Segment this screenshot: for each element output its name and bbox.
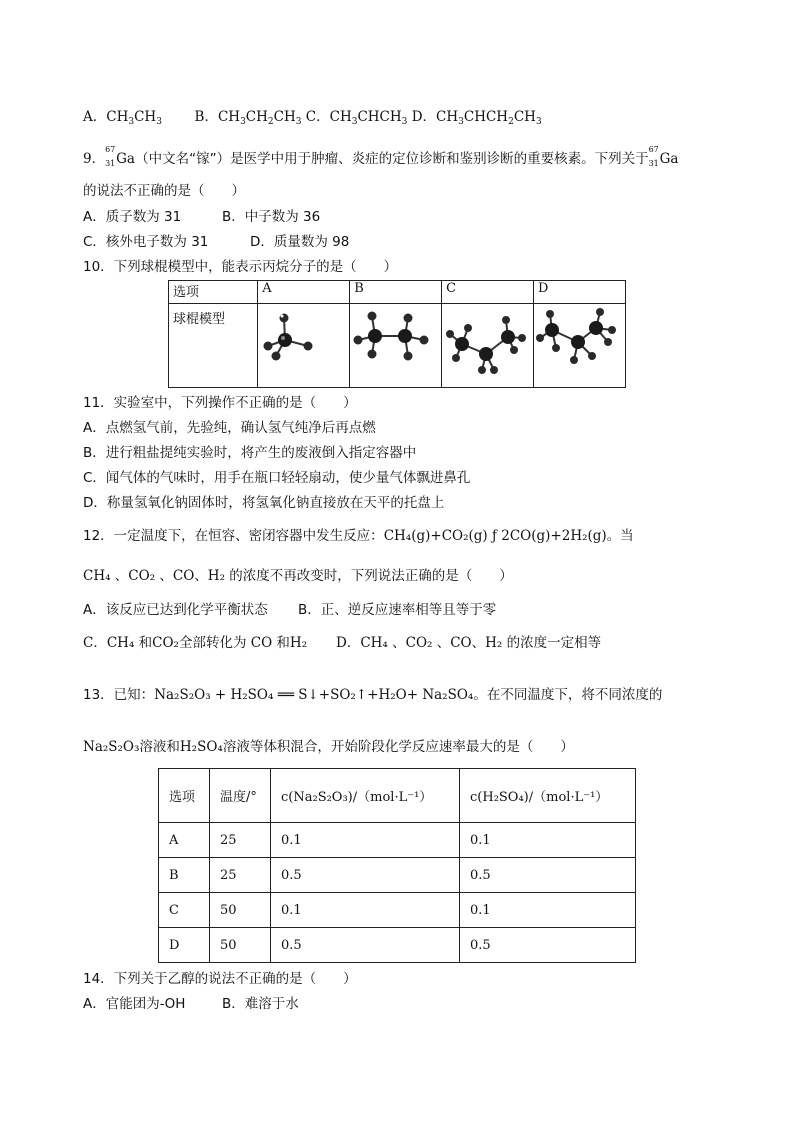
q8-option-c: C．$CH_3CHCH_3$ xyxy=(305,109,408,127)
q11-option-b: B．进行粗盐提纯实验时，将产生的废液倒入指定容器中 xyxy=(83,445,417,461)
table-row xyxy=(159,823,636,858)
q12-option-a: A．该反应已达到化学平衡状态 xyxy=(83,602,268,618)
cell-temp: 25 xyxy=(210,858,271,893)
q13-header-h2so4: c(H₂SO₄)/（mol·L⁻¹） xyxy=(460,769,636,823)
q9-stem: 9． 67 31 Ga（中文名“镓”）是医学中用于肿瘤、炎症的定位诊断和鉴别诊断的重要核素。下列关于 67 31 Ga xyxy=(83,145,679,168)
q9-stem-line2: 的说法不正确的是（ ） xyxy=(83,183,245,199)
cell-temp: 25 xyxy=(210,823,271,858)
table-row xyxy=(159,893,636,928)
q13-stem: 13．已知：Na₂S₂O₃ + H₂SO₄ ══ S↓+SO₂↑+H₂O+ Na₂SO₄。在不同温度下，将不同浓度的 xyxy=(83,687,663,703)
cell-na2s2o3: 0.5 xyxy=(271,858,460,893)
ball-stick-model-d xyxy=(534,304,626,388)
table-row xyxy=(159,858,636,893)
q11-option-c: C．闻气体的气味时，用手在瓶口轻轻扇动，使少量气体飘进鼻孔 xyxy=(83,470,471,486)
ball-stick-model-c xyxy=(442,304,534,388)
cell-temp: 50 xyxy=(210,893,271,928)
cell-h2so4: 0.1 xyxy=(460,823,636,858)
q8-option-d: D．$CH_3CHCH_2CH_3$ xyxy=(411,109,542,127)
q10-header-a: A xyxy=(258,281,350,304)
q11-option-d: D．称量氢氧化钠固体时，将氢氧化钠直接放在天平的托盘上 xyxy=(83,495,445,511)
q10-row-label: 球棍模型 xyxy=(169,304,258,388)
q10-header-d: D xyxy=(534,281,626,304)
cell-h2so4: 0.5 xyxy=(460,858,636,893)
cell-option: B xyxy=(159,858,210,893)
q12-option-d: D．CH₄ 、CO₂ 、CO、H₂ 的浓度一定相等 xyxy=(336,635,602,651)
q11-option-a: A．点燃氢气前，先验纯，确认氢气纯净后再点燃 xyxy=(83,420,376,436)
q10-header-option: 选项 xyxy=(169,281,258,304)
q8-options xyxy=(83,108,542,131)
q13-header-na2s2o3: c(Na₂S₂O₃)/（mol·L⁻¹） xyxy=(271,769,460,823)
q9-option-a: A．质子数为 31 xyxy=(83,209,182,225)
q14-option-a: A．官能团为-OH xyxy=(83,996,186,1012)
q9-option-b: B．中子数为 36 xyxy=(222,209,321,225)
q10-table xyxy=(168,280,626,388)
q14-option-b: B．难溶于水 xyxy=(222,996,299,1012)
cell-h2so4: 0.5 xyxy=(460,928,636,963)
q8-option-b: B．$CH_3CH_2CH_3$ xyxy=(194,109,302,127)
q13-table xyxy=(158,768,636,963)
q12-option-b: B．正、逆反应速率相等且等于零 xyxy=(298,602,497,618)
q13-equation: Na₂S₂O₃ + H₂SO₄ ══ S↓+SO₂↑+H₂O+ Na₂SO₄ xyxy=(154,687,474,703)
q10-stem: 10．下列球棍模型中，能表示丙烷分子的是（ ） xyxy=(83,259,398,275)
q14-stem: 14．下列关于乙醇的说法不正确的是（ ） xyxy=(83,971,357,987)
q13-stem-line2: Na₂S₂O₃溶液和H₂SO₄溶液等体积混合，开始阶段化学反应速率最大的是（ ） xyxy=(83,739,574,755)
cell-h2so4: 0.1 xyxy=(460,893,636,928)
q12-option-c: C．CH₄ 和CO₂全部转化为 CO 和H₂ xyxy=(83,635,308,651)
q11-stem: 11．实验室中，下列操作不正确的是（ ） xyxy=(83,395,357,411)
q13-header-option: 选项 xyxy=(159,769,210,823)
cell-na2s2o3: 0.5 xyxy=(271,928,460,963)
q10-header-b: B xyxy=(350,281,442,304)
nuclide-ga-67: 67 31 Ga xyxy=(105,145,135,168)
q12-equation: CH₄(g)+CO₂(g) ƒ 2CO(g)+2H₂(g) xyxy=(383,528,607,544)
cell-temp: 50 xyxy=(210,928,271,963)
q9-option-d: D．质量数为 98 xyxy=(250,234,350,250)
q8-option-a: A．$CH_3CH_3$ xyxy=(83,109,162,127)
q12-stem-line2: CH₄ 、CO₂ 、CO、H₂ 的浓度不再改变时，下列说法正确的是（ ） xyxy=(83,568,513,584)
q10-header-c: C xyxy=(442,281,534,304)
cell-option: D xyxy=(159,928,210,963)
ball-stick-model-a xyxy=(258,304,350,388)
q12-stem: 12．一定温度下，在恒容、密闭容器中发生反应：CH₄(g)+CO₂(g) ƒ 2CO(g)+2H₂(g)。当 xyxy=(83,528,634,544)
table-row xyxy=(159,928,636,963)
cell-na2s2o3: 0.1 xyxy=(271,823,460,858)
cell-na2s2o3: 0.1 xyxy=(271,893,460,928)
cell-option: C xyxy=(159,893,210,928)
ball-stick-model-b xyxy=(350,304,442,388)
q9-option-c: C．核外电子数为 31 xyxy=(83,234,209,250)
q13-header-temp: 温度/° xyxy=(210,769,271,823)
cell-option: A xyxy=(159,823,210,858)
